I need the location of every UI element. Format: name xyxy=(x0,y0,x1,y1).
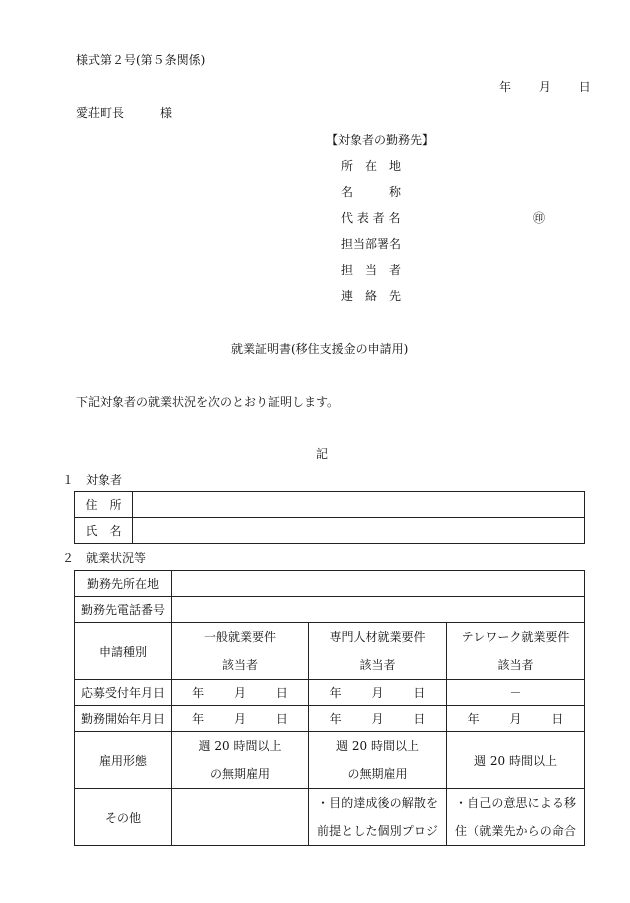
start-date-specialist[interactable] xyxy=(309,706,447,732)
other-specialist xyxy=(309,789,447,846)
addressee-honorific: 様 xyxy=(160,106,173,120)
application-type-label: 申請種別 xyxy=(75,623,172,680)
form-number: 様式第２号(第５条関係) xyxy=(76,53,206,67)
type-telework xyxy=(447,623,585,680)
employer-name-label: 名 称 xyxy=(341,185,402,199)
subject-name-field[interactable] xyxy=(133,518,585,544)
employment-specialist xyxy=(309,732,447,789)
employment-general xyxy=(172,732,309,789)
type-specialist-line2: 該当者 xyxy=(359,658,396,672)
date-unit-day: 日 xyxy=(413,712,426,726)
document-title: 就業証明書(移住支援金の申請用) xyxy=(231,342,409,356)
other-general[interactable] xyxy=(172,789,309,846)
date-line xyxy=(499,80,591,94)
date-unit-day: 日 xyxy=(275,686,288,700)
other-telework-line2: 住（就業先からの命合 xyxy=(455,824,577,838)
date-unit-month: 月 xyxy=(371,686,384,700)
type-general-line2: 該当者 xyxy=(221,658,258,672)
date-unit-day: 日 xyxy=(551,712,564,726)
other-telework-line1: ・自己の意思による移 xyxy=(455,796,577,810)
employment-general-line2: の無期雇用 xyxy=(209,767,270,781)
type-telework-line1: テレワーク就業要件 xyxy=(461,630,570,644)
employer-person-label: 担 当 者 xyxy=(341,263,402,277)
recruit-date-label: 応募受付年月日 xyxy=(75,680,172,706)
employment-telework: 週 20 時間以上 xyxy=(447,732,585,789)
subject-address-field[interactable] xyxy=(133,492,585,518)
workplace-phone-field[interactable] xyxy=(172,597,585,623)
date-unit-year: 年 xyxy=(329,686,342,700)
date-unit-year: 年 xyxy=(192,712,205,726)
date-unit-month: 月 xyxy=(233,686,246,700)
date-unit-month: 月 xyxy=(371,712,384,726)
recruit-date-specialist[interactable] xyxy=(309,680,447,706)
recruit-date-general[interactable] xyxy=(172,680,309,706)
employer-heading: 【対象者の勤務先】 xyxy=(326,133,435,147)
date-unit-year: 年 xyxy=(329,712,342,726)
other-label: その他 xyxy=(75,789,172,846)
employment-table xyxy=(74,570,585,846)
type-general-line1: 一般就業要件 xyxy=(203,630,276,644)
workplace-address-field[interactable] xyxy=(172,571,585,597)
employer-contact-label: 連 絡 先 xyxy=(341,289,402,303)
date-unit-month: 月 xyxy=(233,712,246,726)
type-specialist-line1: 専門人材就業要件 xyxy=(329,630,426,644)
other-telework xyxy=(447,789,585,846)
date-unit-day: 日 xyxy=(275,712,288,726)
employment-specialist-line2: の無期雇用 xyxy=(347,767,408,781)
start-date-general[interactable] xyxy=(172,706,309,732)
seal-mark: ㊞ xyxy=(533,211,546,225)
workplace-phone-label: 勤務先電話番号 xyxy=(75,597,172,623)
start-date-telework[interactable] xyxy=(447,706,585,732)
addressee: 愛荘町長 xyxy=(76,106,125,120)
ki-mark: 記 xyxy=(316,447,329,461)
employment-general-line1: 週 20 時間以上 xyxy=(198,739,282,753)
other-specialist-line2: 前提とした個別プロジ xyxy=(317,824,438,838)
other-specialist-line1: ・目的達成後の解散を xyxy=(317,796,438,810)
date-unit-year: 年 xyxy=(467,712,480,726)
section2-heading: ２ 就業状況等 xyxy=(62,551,147,565)
intro-text: 下記対象者の就業状況を次のとおり証明します。 xyxy=(76,395,340,409)
start-date-label: 勤務開始年月日 xyxy=(75,706,172,732)
section1-heading: １ 対象者 xyxy=(62,473,123,487)
employment-type-label: 雇用形態 xyxy=(75,732,172,789)
employment-specialist-line1: 週 20 時間以上 xyxy=(336,739,419,753)
date-unit-month: 月 xyxy=(509,712,522,726)
type-general xyxy=(172,623,309,680)
employer-representative-label: 代 表 者 名 xyxy=(341,211,401,225)
type-specialist xyxy=(309,623,447,680)
workplace-address-label: 勤務先所在地 xyxy=(75,571,172,597)
date-unit-day: 日 xyxy=(413,686,426,700)
date-month: 月 xyxy=(538,80,551,94)
employer-address-label: 所 在 地 xyxy=(341,159,402,173)
subject-table xyxy=(74,491,585,544)
date-unit-year: 年 xyxy=(192,686,205,700)
date-day: 日 xyxy=(578,80,591,94)
subject-address-label: 住 所 xyxy=(75,492,133,518)
date-year: 年 xyxy=(499,80,512,94)
type-telework-line2: 該当者 xyxy=(497,658,534,672)
employer-department-label: 担当部署名 xyxy=(341,237,402,251)
subject-name-label: 氏 名 xyxy=(75,518,133,544)
recruit-date-telework: － xyxy=(447,680,585,706)
